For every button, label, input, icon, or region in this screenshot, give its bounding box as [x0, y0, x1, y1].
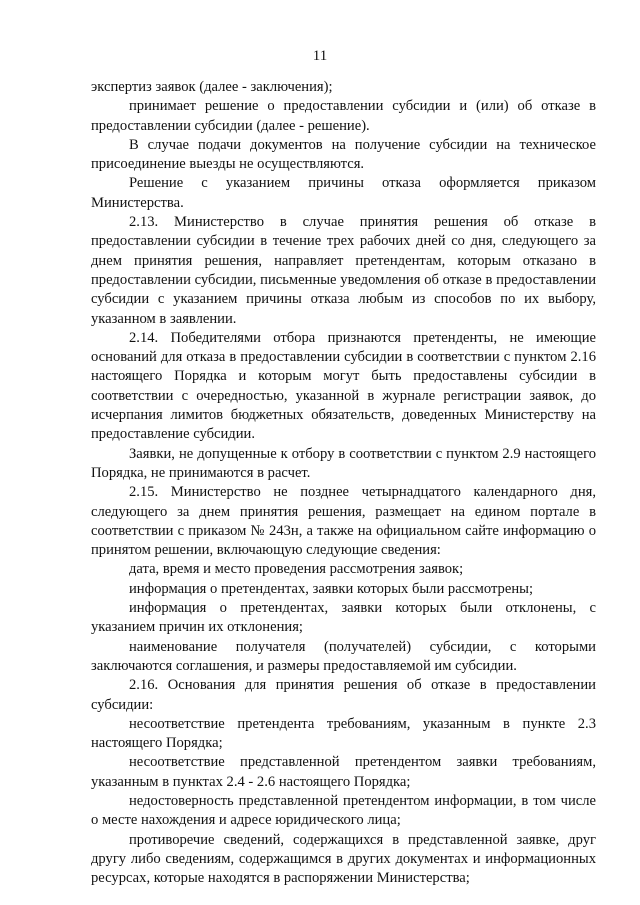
- paragraph: несоответствие претендента требованиям, указанным в пункте 2.3 настоящего Порядка;: [91, 715, 596, 752]
- paragraph: 2.16. Основания для принятия решения об отказе в предоставлении субсидии:: [91, 677, 596, 713]
- page-number: 11: [312, 48, 328, 64]
- paragraph: противоречие сведений, содержащихся в представленной заявке, друг другу либо сведениям, содержащимся в других документах и информационных ресурсах, которые находятся в распоряжении Министерства;: [91, 831, 596, 887]
- paragraph: 2.13. Министерство в случае принятия решения об отказе в предоставлении субсидии в течение трех рабочих дней со дня, следующего за днем принятия решения, направляет претендентам, которым отказано в предоставлении субсидии, письменные уведомления об отказе в предоставлении субсидии с указанием причины отказа любым из способов по их выбору, указанном в заявлении.: [91, 214, 596, 327]
- paragraph: информация о претендентах, заявки которых были отклонены, с указанием причин их отклонения;: [91, 600, 596, 636]
- paragraph: 2.15. Министерство не позднее четырнадцатого календарного дня, следующего за днем принятия решения, размещает на едином портале в соответствии с приказом № 243н, а также на официальном сайте информацию о принятом решении, включающую следующие сведения:: [91, 484, 596, 559]
- paragraph: 2.14. Победителями отбора признаются претенденты, не имеющие оснований для отказа в предоставлении субсидии в соответствии с пунктом 2.16 настоящего Порядка и которым могут быть предоставлены субсидии в соответствии с очередностью, указанной в журнале регистрации заявок, до исчерпания лимитов бюджетных обязательств, доведенных Министерству на предоставление субсидии.: [91, 329, 596, 443]
- document-body: [91, 78, 596, 888]
- paragraph: несоответствие представленной претендентом заявки требованиям, указанным в пунктах 2.4 - 2.6 настоящего Порядка;: [91, 754, 596, 790]
- paragraph: дата, время и место проведения рассмотрения заявок;: [129, 561, 464, 578]
- paragraph: информация о претендентах, заявки которых были рассмотрены;: [129, 580, 533, 597]
- paragraph: В случае подачи документов на получение субсидии на техническое присоединение выезды не осуществляются.: [91, 136, 596, 173]
- paragraph: принимает решение о предоставлении субсидии и (или) об отказе в предоставлении субсидии (далее - решение).: [91, 98, 596, 134]
- paragraph: Решение с указанием причины отказа оформляется приказом Министерства.: [91, 175, 596, 211]
- paragraph: недостоверность представленной претендентом информации, в том числе о месте нахождения и адресе юридического лица;: [91, 792, 596, 829]
- paragraph: Заявки, не допущенные к отбору в соответствии с пунктом 2.9 настоящего Порядка, не принимаются в расчет.: [91, 445, 596, 481]
- paragraph: экспертиз заявок (далее - заключения);: [91, 79, 333, 95]
- paragraph: наименование получателя (получателей) субсидии, с которыми заключаются соглашения, и размеры предоставляемой им субсидии.: [91, 638, 596, 674]
